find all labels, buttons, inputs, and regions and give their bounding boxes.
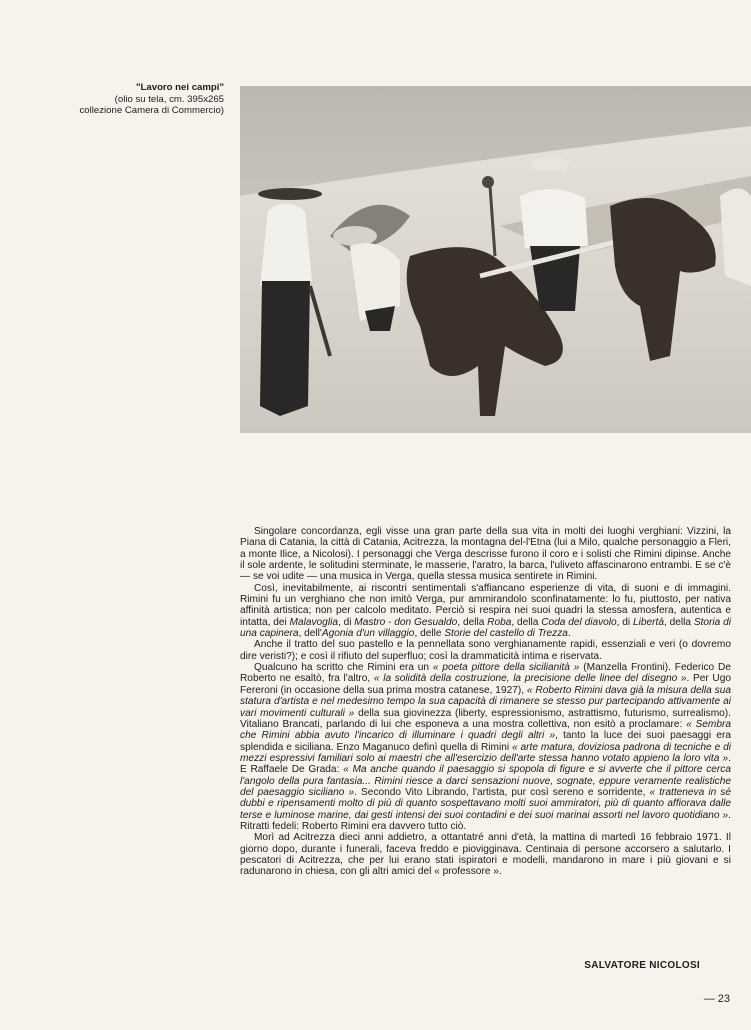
quoted-text: Coda del diavolo	[541, 616, 617, 628]
text-run: . Per Ugo Fereroni (in occasione della sua prima mostra catanese, 1927),	[240, 673, 731, 696]
author-signature: SALVATORE NICOLOSI	[584, 960, 700, 971]
quoted-text: Roba	[487, 616, 512, 628]
page-number: — 23	[703, 993, 730, 1005]
text-run: della sua giovinezza (liberty, espressionismo, astrattismo, futurismo, surrealismo). Vitaliano Brancati, parlando di lui che esponeva a una mostra collettiva, non esitò a proclamare:	[240, 707, 731, 730]
quoted-text: « arte matura, doviziosa padrona di tecniche e di mezzi espressivi familiari solo ai maestri che all'esercizio dell'arte stessa hanno votato appieno la loro vita »	[240, 741, 731, 764]
text-run: , dell'	[298, 628, 322, 640]
article-body	[240, 526, 731, 878]
article-paragraph	[240, 526, 731, 583]
text-run: .	[567, 628, 571, 640]
text-run: , della	[511, 616, 542, 628]
text-run: . E Raffaele De Grada:	[240, 752, 731, 776]
quoted-text: Storie del castello di Trezza	[444, 628, 568, 640]
painting-medium: (olio su tela, cm. 395x265	[114, 93, 224, 105]
quoted-text: « Roberto Rimini dava già la misura della sua statura d'artista e nel medesimo tempo la sua capacità di rimanere se stesso pur partecipando attivamente ai vari movimenti culturali »	[240, 684, 731, 719]
article-paragraph	[240, 639, 731, 662]
quoted-text: « la solidità della costruzione, la precisione delle linee del disegno »	[373, 673, 687, 685]
text-run: Qualcuno ha scritto che Rimini era un	[254, 662, 433, 674]
painting-title: "Lavoro nei campi"	[135, 82, 224, 93]
article-paragraph	[240, 583, 731, 640]
painting-collection: collezione Camera di Commercio)	[79, 105, 224, 117]
text-run: , delle	[414, 628, 445, 640]
article-paragraph	[240, 662, 731, 832]
article-paragraph	[240, 832, 731, 877]
quoted-text: « Ma anche quando il paesaggio si spopola di figure e si avverte che il pittore cerca l'angolo della pura fantasia... Rimini riesce a darci sensazioni nuove, sognate, eppure veramente realistiche del paesaggio siciliano »	[240, 764, 731, 798]
quoted-text: « tratteneva in sé dubbi e ripensamenti molto di più di quanto sospettavano molti suoi ammiratori, più di quanto affiorava dalle terse e luminose marine, dai gesti intensi dei suoi contadini e dei suoi marinai assorti nel lavoro quotidiano »	[240, 786, 731, 821]
quoted-text: Libertà	[633, 616, 664, 628]
text-run: , di	[337, 616, 355, 628]
text-run: , della	[457, 616, 488, 628]
painting-caption	[20, 82, 224, 117]
quoted-text: Malavoglia	[289, 616, 338, 628]
text-run: (Manzella Frontini). Federico De Roberto ne esaltò, fra l'altro,	[240, 662, 731, 685]
text-run: . Ritratti fedeli: Roberto Rimini era davvero tutto ciò.	[240, 809, 731, 832]
text-run: . Secondo Vito Librando, l'artista, pur così sereno e sorridente,	[354, 786, 650, 798]
quoted-text: Storia di una capinera	[240, 616, 731, 640]
text-run: Morì ad Acitrezza dieci anni addietro, a ottantatré anni d'età, la mattina di martedì 16 febbraio 1971. Il giorno dopo, durante i funerali, faceva freddo e piovigginava. Centinaia di persone accorsero a salutarlo. I pescatori di Acitrezza, che per lui erano stati ispiratori e modelli, mandarono in mare i più giovani e si radunarono in chiesa, con gli altri amici del « professore ».	[240, 832, 731, 878]
text-run: Singolare concordanza, egli visse una gran parte della sua vita in molti dei luoghi verghiani: Vizzini, la Piana di Catania, la città di Catania, Acitrezza, la montagna del-l'Etna (lui a Milo, qualche personaggio a Fleri, a monte Ilice, a Nicolosi). I personaggi che Verga descrisse furono il coro e i solisti che Rimini dipinse. Anche il sole ardente, le solitudini sterminate, le masserie, l'aratro, la barca, l'uliveto affascinarono entrambi. E se c'è — se voi udite — una musica in Verga, quella stessa musica sentirete in Rimini.	[240, 526, 731, 583]
text-run: Così, inevitabilmente, ai riscontri sentimentali s'affiancano esperienze di vita, di suoni e di immagini. Rimini fu un verghiano che non imitò Verga, pur ammirandolo sconfinatamente: lo fu, piuttosto, per nativa affinità artistica; non per calcolo meditato. Perciò si respira nei suoi quadri la stessa amosfera, autentica e intatta, dei	[240, 582, 731, 628]
text-run: , tanto la luce dei suoi paesaggi era splendida e siciliana. Enzo Maganuco definì quella di Rimini	[240, 730, 731, 753]
quoted-text: « poeta pittore della sicilianità »	[432, 662, 580, 674]
text-run: , di	[616, 616, 633, 628]
quoted-text: « Sembra che Rimini abbia avuto l'incarico di illuminare i quadri degli altri »	[240, 718, 731, 742]
quoted-text: Mastro - don Gesualdo	[354, 616, 458, 628]
painting-image	[240, 86, 751, 433]
text-run: Anche il tratto del suo pastello e la pennellata sono verghianamente rapidi, essenziali e veri (o dovremo dire veristi?); e così il rifiuto del superfluo; così la drammaticità intima e riservata.	[240, 639, 731, 662]
quoted-text: Agonia d'un villaggio	[321, 628, 415, 640]
text-run: , della	[663, 616, 694, 628]
